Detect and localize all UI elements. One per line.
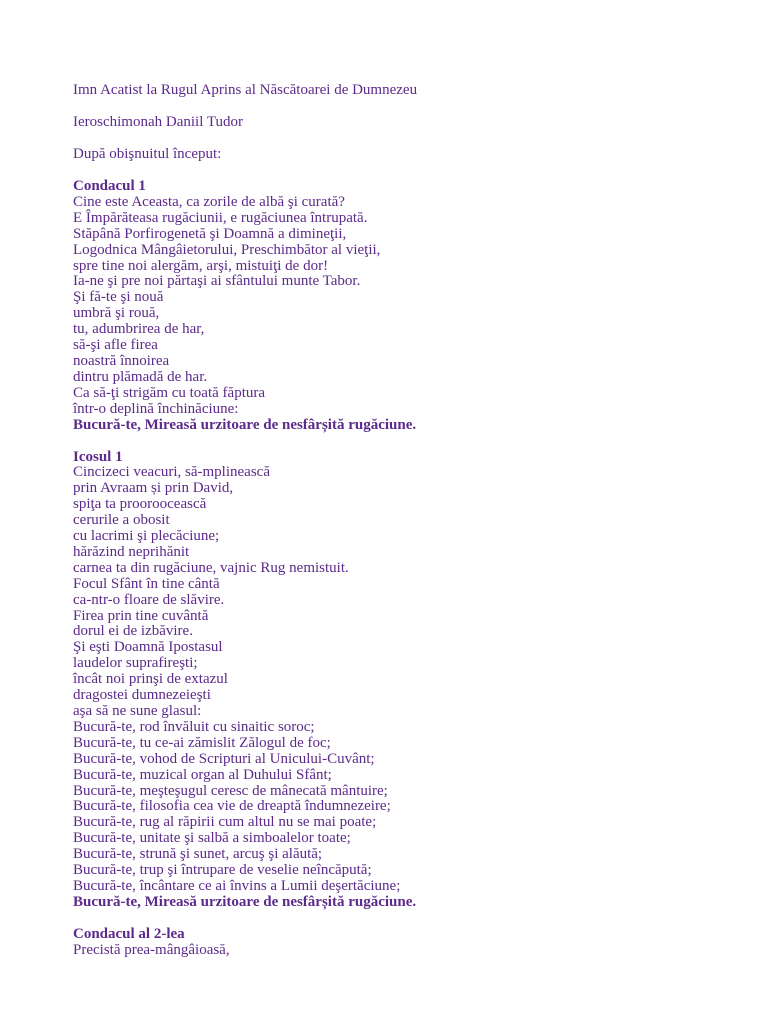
- verse-line: E Împărăteasa rugăciunii, e rugăciunea întrupată.: [73, 209, 368, 226]
- verse-line: Bucură-te, trup şi întrupare de veselie neîncăpută;: [73, 862, 372, 879]
- verse-line: spre tine noi alergăm, arşi, mistuiţi de dor!: [73, 257, 329, 274]
- hymn-section: [73, 927, 733, 959]
- document-page: [73, 82, 733, 959]
- verse-line: dorul ei de izbăvire.: [73, 623, 193, 640]
- verse-line: Bucură-te, încântare ce ai învins a Lumii deşertăciune;: [73, 877, 401, 894]
- verse-line: Bucură-te, muzical organ al Duhului Sfânt;: [73, 766, 332, 783]
- verse-line: umbră şi rouă,: [73, 305, 160, 322]
- verse-line: Bucură-te, rug al răpirii cum altul nu se mai poate;: [73, 814, 377, 831]
- verse-line: Bucură-te, rod învăluit cu sinaitic soroc;: [73, 718, 315, 735]
- verse-line: într-o deplină închinăciune:: [73, 400, 239, 417]
- verse-line: ca-ntr-o floare de slăvire.: [73, 591, 225, 608]
- verse-line: Ia-ne şi pre noi părtaşi ai sfântului munte Tabor.: [73, 273, 361, 290]
- verse-line: Bucură-te, strună şi sunet, arcuş şi alăută;: [73, 846, 323, 863]
- verse-line: dintru plămadă de har.: [73, 368, 208, 385]
- verse-line: cu lacrimi şi plecăciune;: [73, 528, 220, 545]
- verse-line: Firea prin tine cuvântă: [73, 607, 209, 624]
- verse-line: Şi eşti Doamnă Ipostasul: [73, 639, 223, 656]
- verse-line: Cincizeci veacuri, să-mplinească: [73, 464, 270, 481]
- verse-line: prin Avraam și prin David,: [73, 480, 234, 497]
- refrain-line: Bucură-te, Mireasă urzitoare de nesfârșită rugăciune.: [73, 416, 417, 433]
- author-name: Ieroschimonah Daniil Tudor: [73, 114, 243, 130]
- verse-line: încât noi prinşi de extazul: [73, 671, 228, 688]
- verse-line: Bucură-te, tu ce-ai zămislit Zălogul de foc;: [73, 734, 331, 751]
- verse-line: Ca să-ţi strigăm cu toată făptura: [73, 384, 266, 401]
- verse-line: spiţa ta prooroocească: [73, 496, 207, 513]
- verse-line: Bucură-te, unitate şi salbă a simboalelor toate;: [73, 830, 351, 847]
- verse-line: Precistă prea-mângâioasă,: [73, 941, 230, 958]
- verse-line: Bucură-te, filosofia cea vie de dreaptă îndumnezeire;: [73, 798, 391, 815]
- verse-line: Stăpână Porfirogenetă şi Doamnă a dimineţii,: [73, 225, 347, 242]
- hymn-section: [73, 179, 733, 434]
- verse-line: Focul Sfânt în tine cântă: [73, 575, 220, 592]
- verse-line: dragostei dumnezeieşti: [73, 687, 211, 704]
- intro-text: După obişnuitul început:: [73, 146, 222, 162]
- verse-line: Şi fă-te şi nouă: [73, 289, 164, 306]
- verse-line: hărăzind neprihănit: [73, 543, 190, 560]
- verse-line: noastră înnoirea: [73, 352, 170, 369]
- verse-line: Bucură-te, meşteşugul ceresc de mânecată mântuire;: [73, 782, 388, 799]
- verse-line: Logodnica Mângâietorului, Preschimbător al vieţii,: [73, 241, 381, 258]
- verse-line: Cine este Aceasta, ca zorile de albă şi curată?: [73, 193, 345, 210]
- verse-line: să-şi afle firea: [73, 337, 158, 354]
- section-heading: Condacul 1: [73, 178, 146, 194]
- refrain-line: Bucură-te, Mireasă urzitoare de nesfârșită rugăciune.: [73, 893, 417, 910]
- hymn-sections: [73, 179, 733, 959]
- verse-line: laudelor suprafireşti;: [73, 655, 198, 672]
- document-title: Imn Acatist la Rugul Aprins al Născătoarei de Dumnezeu: [73, 82, 418, 98]
- verse-line: aşa să ne sune glasul:: [73, 703, 202, 719]
- section-heading: Condacul al 2-lea: [73, 925, 185, 942]
- hymn-section: [73, 450, 733, 911]
- verse-line: Bucură-te, vohod de Scripturi al Unicului-Cuvânt;: [73, 750, 375, 767]
- verse-line: tu, adumbrirea de har,: [73, 321, 205, 338]
- section-heading: Icosul 1: [73, 448, 123, 465]
- verse-line: carnea ta din rugăciune, vajnic Rug nemistuit.: [73, 559, 349, 576]
- verse-line: cerurile a obosit: [73, 512, 170, 529]
